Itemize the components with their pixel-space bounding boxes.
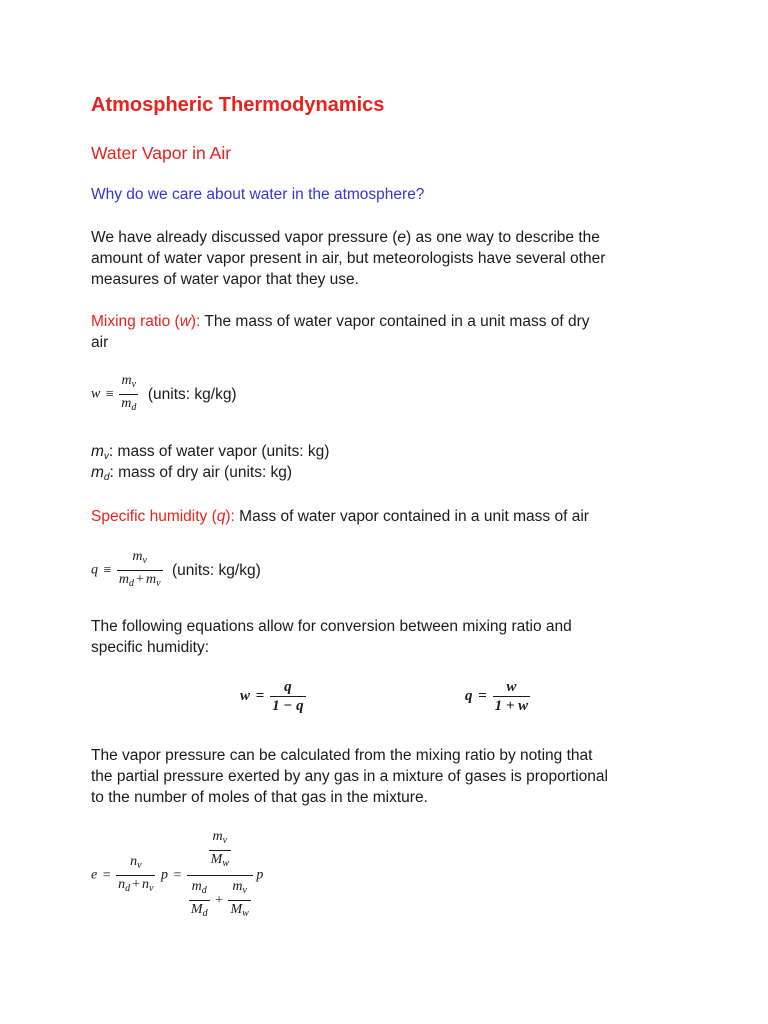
top-inner-fraction: $\frac{m_v}{M_w}$ [210,829,230,869]
intro-paragraph: We have already discussed vapor pressure (e) as one way to describe the amount of water vapor present in air, but meteorologists have several other measures of water vapor that they use. [91,229,606,288]
conversion-paragraph: The following equations allow for conversion between mixing ratio and specific humidity: [91,618,572,656]
mole-fraction: $\frac{n_v}{n_d + n_v}$ [118,854,154,894]
vapor-pressure-paragraph: The vapor pressure can be calculated from the mixing ratio by noting that the partial pressure exerted by any gas in a mixture of gases is proportional to the number of moles of that gas in the mixture. [91,747,608,806]
compound-fraction: $\frac{m_v}{M_w}$ $\frac{m_d}{M_d}$ + $\frac{m_v}{M_w}$ [187,828,253,923]
mixing-ratio-definition: Mixing ratio (w): The mass of water vapor contained in a unit mass of dry air [91,313,590,351]
specific-humidity-equation: q ≡ $\frac{m_v}{m_d + m_v}$ (units: kg/kg) [91,548,261,593]
q-from-w-equation: q = $\frac{w}{1 + w}$ [465,679,529,714]
mixing-ratio-units: (units: kg/kg) [147,385,237,403]
specific-humidity-fraction: $\frac{m_v}{m_d + m_v}$ [118,549,161,589]
md-definition: $m_d$: mass of dry air (units: kg) [91,464,293,483]
question-text: Why do we care about water in the atmosphere? [91,186,425,203]
bottom-inner-fraction-1: $\frac{m_d}{M_d}$ [190,879,208,919]
q-from-w-fraction: $\frac{w}{1 + w}$ [494,679,529,714]
specific-humidity-term: Specific humidity (q): [91,508,235,525]
mixing-ratio-term: Mixing ratio (w): [91,313,201,330]
mixing-ratio-fraction: $\frac{m_v}{m_d}$ [121,373,137,413]
specific-humidity-units: (units: kg/kg) [172,561,261,579]
specific-humidity-definition: Specific humidity (q): Mass of water vapor contained in a unit mass of air [91,508,589,525]
section-heading: Water Vapor in Air [91,143,232,163]
vapor-pressure-equation: e = $\frac{n_v}{n_d + n_v}$ p = $\frac{m_v}{M_w}$ $\frac{m_d}{M_d}$ + $\frac{m_v}{M_w}$ p [91,828,263,923]
mixing-ratio-equation: w ≡ $\frac{m_v}{m_d}$ (units: kg/kg) [91,372,237,417]
w-from-q-equation: w = $\frac{q}{1 - q}$ [240,679,304,714]
page-title: Atmospheric Thermodynamics [91,94,385,116]
w-from-q-fraction: $\frac{q}{1 - q}$ [272,679,304,714]
mv-definition: $m_v$: mass of water vapor (units: kg) [91,443,330,462]
bottom-inner-fraction-2: $\frac{m_v}{M_w}$ [230,879,249,919]
